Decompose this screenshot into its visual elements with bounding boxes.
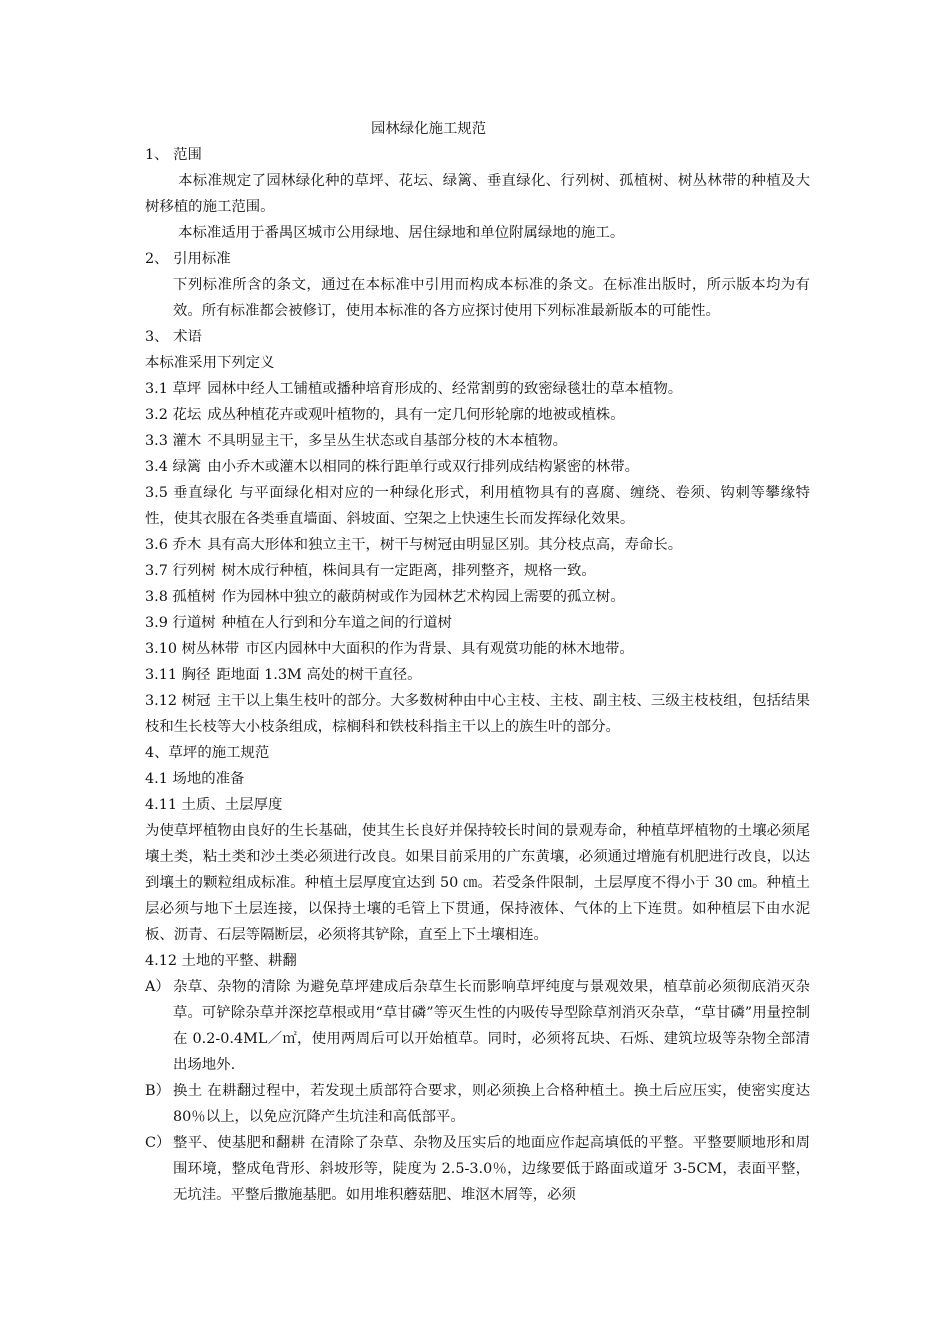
definition-3-2 bbox=[145, 402, 810, 428]
list-item-a bbox=[145, 974, 810, 1078]
definition-text: 不具明显主干，多呈丛生状态或自基部分枝的木本植物。 bbox=[207, 433, 568, 449]
list-item-c bbox=[145, 1130, 810, 1208]
definition-3-9 bbox=[145, 610, 810, 636]
section-3-intro: 本标准采用下列定义 bbox=[145, 355, 275, 371]
definition-text: 成丛种植花卉或观叶植物的，具有一定几何形轮廓的地被或植株。 bbox=[207, 407, 625, 423]
definition-term: 3.10 树丛林带 bbox=[145, 641, 240, 657]
definition-3-1 bbox=[145, 376, 810, 402]
list-item-b bbox=[145, 1078, 810, 1130]
definition-term: 3.1 草坪 bbox=[145, 381, 202, 397]
definition-term: 3.4 绿篱 bbox=[145, 459, 202, 475]
section-2-paragraph: 下列标准所含的条文，通过在本标准中引用而构成本标准的条文。在标准出版时，所示版本均为有效。所有标准都会被修订，使用本标准的各方应探讨使用下列标准最新版本的可能性。 bbox=[173, 277, 810, 319]
definition-3-10 bbox=[145, 636, 810, 662]
definition-text: 市区内园林中大面积的作为背景、具有观赏功能的林木地带。 bbox=[245, 641, 634, 657]
definition-text: 距地面 1.3M 高处的树干直径。 bbox=[216, 667, 422, 683]
definition-3-4 bbox=[145, 454, 810, 480]
definition-term: 3.7 行列树 bbox=[145, 563, 216, 579]
section-3-heading: 3、 术语 bbox=[145, 329, 202, 345]
list-item-label: C） bbox=[145, 1135, 171, 1151]
list-item-text: 换土 在耕翻过程中，若发现土质部符合要求，则必须换上合格种植土。换土后应压实，使密实度达 80％以上，以免应沉降产生坑洼和高低部平。 bbox=[173, 1083, 810, 1125]
definition-term: 3.2 花坛 bbox=[145, 407, 202, 423]
definition-text: 具有高大形体和独立主干，树干与树冠由明显区别。其分枝点高，寿命长。 bbox=[207, 537, 683, 553]
subsection-4-12-heading: 4.12 土地的平整、耕翻 bbox=[145, 953, 297, 969]
list-item-text: 杂草、杂物的清除 为避免草坪建成后杂草生长而影响草坪纯度与景观效果，植草前必须彻底消灭杂草。可铲除杂草并深挖草根或用“草甘磷”等灭生性的内吸传导型除草剂消灭杂草，“草甘磷”用量控制在 0.2-0.4ML／㎡，使用两周后可以开始植草。同时，必须将瓦块、石烁、建筑垃圾等杂物全部清出场地外. bbox=[173, 979, 810, 1073]
definition-3-7 bbox=[145, 558, 810, 584]
definition-3-5 bbox=[145, 480, 810, 532]
definition-3-8 bbox=[145, 584, 810, 610]
definition-term: 3.5 垂直绿化 bbox=[145, 485, 234, 501]
document-page bbox=[145, 116, 810, 1208]
section-1-heading: 1、 范围 bbox=[145, 147, 202, 163]
section-2-heading: 2、 引用标准 bbox=[145, 251, 231, 267]
definition-3-3 bbox=[145, 428, 810, 454]
subsection-4-1-heading: 4.1 场地的准备 bbox=[145, 771, 245, 787]
section-1-paragraph-1: 本标准规定了园林绿化种的草坪、花坛、绿篱、垂直绿化、行列树、孤植树、树丛林带的种植及大树移植的施工范围。 bbox=[145, 173, 810, 215]
definition-text: 树木成行种植，株间具有一定距离，排列整齐，规格一致。 bbox=[221, 563, 596, 579]
definition-3-6 bbox=[145, 532, 810, 558]
subsection-4-11-paragraph: 为使草坪植物由良好的生长基础，使其生长良好并保持较长时间的景观寿命，种植草坪植物的土壤必须尾壤土类，粘土类和沙土类必须进行改良。如果目前采用的广东黄壤，必须通过增施有机肥进行改良，以达到壤土的颗粒组成标准。种植土层厚度宜达到 50 ㎝。若受条件限制，土层厚度不得小于 30 ㎝。种植土层必须与地下土层连接，以保持土壤的毛管上下贯通，保持液体、气体的上下连贯。如种植层下由水泥板、沥青、石层等隔断层，必须将其铲除，直至上下土壤相连。 bbox=[145, 823, 810, 943]
definition-text: 与平面绿化相对应的一种绿化形式，利用植物具有的喜腐、缠绕、卷须、钩刺等攀缘特性，使其衣服在各类垂直墙面、斜坡面、空架之上快速生长而发挥绿化效果。 bbox=[145, 485, 810, 527]
definition-text: 主干以上集生枝叶的部分。大多数树种由中心主枝、主枝、副主枝、三级主枝枝组，包括结果枝和生长枝等大小枝条组成，棕榈科和铁枝科指主干以上的族生叶的部分。 bbox=[145, 693, 810, 735]
definition-term: 3.8 孤植树 bbox=[145, 589, 216, 605]
list-item-label: A） bbox=[145, 979, 170, 995]
list-item-label: B） bbox=[145, 1083, 170, 1099]
definition-term: 3.11 胸径 bbox=[145, 667, 211, 683]
section-4-heading: 4、草坪的施工规范 bbox=[145, 745, 270, 761]
definition-text: 由小乔木或灌木以相同的株行距单行或双行排列成结构紧密的林带。 bbox=[207, 459, 639, 475]
subsection-4-11-heading: 4.11 土质、土层厚度 bbox=[145, 797, 283, 813]
definition-term: 3.12 树冠 bbox=[145, 693, 211, 709]
definition-term: 3.3 灌木 bbox=[145, 433, 202, 449]
definition-3-11 bbox=[145, 662, 810, 688]
definition-3-12 bbox=[145, 688, 810, 740]
definition-text: 种植在人行到和分车道之间的行道树 bbox=[221, 615, 452, 631]
section-1-paragraph-2: 本标准适用于番禺区城市公用绿地、居住绿地和单位附属绿地的施工。 bbox=[178, 225, 625, 241]
definition-term: 3.6 乔木 bbox=[145, 537, 202, 553]
document-title: 园林绿化施工规范 bbox=[371, 121, 487, 137]
definition-text: 园林中经人工铺植或播种培育形成的、经常割剪的致密绿毯壮的草本植物。 bbox=[207, 381, 683, 397]
definition-term: 3.9 行道树 bbox=[145, 615, 216, 631]
list-item-text: 整平、使基肥和翻耕 在清除了杂草、杂物及压实后的地面应作起高填低的平整。平整要顺地形和周围环境，整成龟背形、斜坡形等，陡度为 2.5-3.0％，边缘要低于路面或道牙 3-5CM，表面平整，无坑洼。平整后撒施基肥。如用堆积蘑菇肥、堆沤木屑等，必须 bbox=[173, 1135, 810, 1203]
definition-text: 作为园林中独立的蔽荫树或作为园林艺术构园上需要的孤立树。 bbox=[221, 589, 625, 605]
